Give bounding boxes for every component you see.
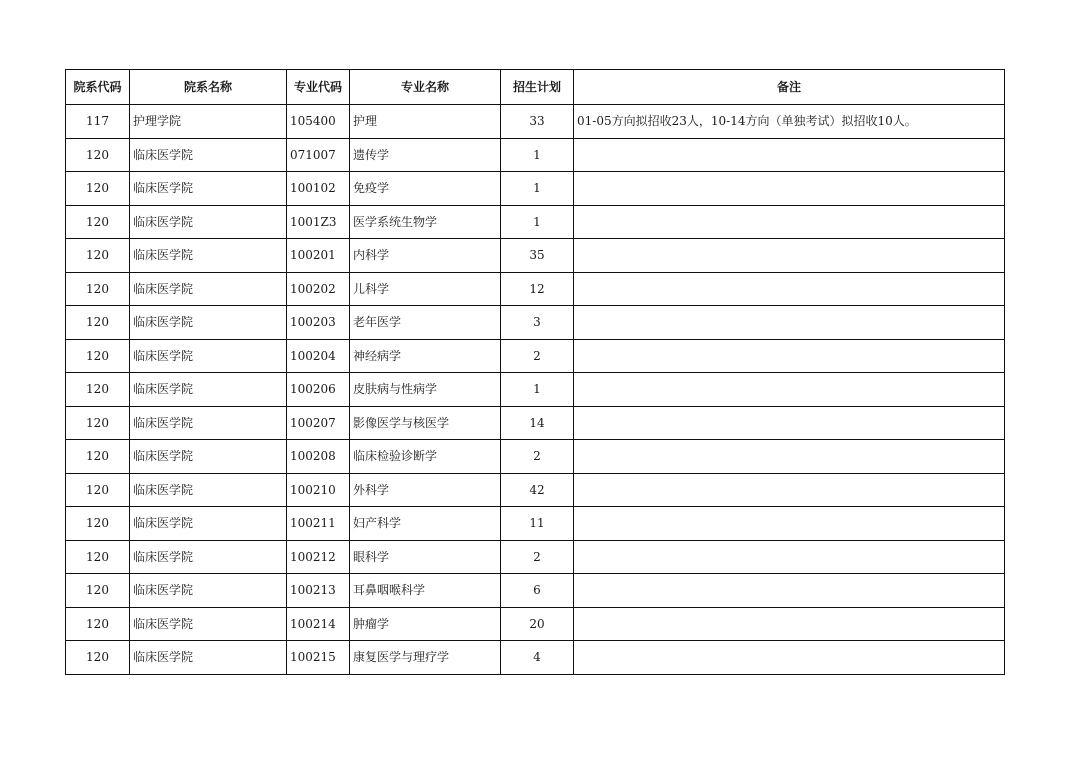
table-row <box>66 105 1005 139</box>
table-row <box>66 607 1005 641</box>
cell-major-name: 康复医学与理疗学 <box>350 641 501 675</box>
cell-dept-code: 120 <box>66 607 130 641</box>
cell-major-name: 影像医学与核医学 <box>350 406 501 440</box>
cell-dept-code: 120 <box>66 172 130 206</box>
cell-note <box>574 373 1005 407</box>
cell-plan: 11 <box>501 507 574 541</box>
header-note: 备注 <box>574 70 1005 105</box>
cell-major-code: 100213 <box>287 574 350 608</box>
table-row <box>66 507 1005 541</box>
cell-major-name: 老年医学 <box>350 306 501 340</box>
table-row <box>66 540 1005 574</box>
cell-dept-code: 120 <box>66 440 130 474</box>
cell-major-name: 神经病学 <box>350 339 501 373</box>
cell-plan: 2 <box>501 540 574 574</box>
cell-plan: 3 <box>501 306 574 340</box>
cell-dept-code: 120 <box>66 373 130 407</box>
cell-note <box>574 272 1005 306</box>
cell-major-code: 100207 <box>287 406 350 440</box>
cell-note <box>574 540 1005 574</box>
table-row <box>66 205 1005 239</box>
cell-dept-name: 临床医学院 <box>130 272 287 306</box>
cell-major-name: 眼科学 <box>350 540 501 574</box>
cell-major-name: 护理 <box>350 105 501 139</box>
cell-plan: 12 <box>501 272 574 306</box>
table-row <box>66 339 1005 373</box>
table-row <box>66 641 1005 675</box>
cell-major-code: 100203 <box>287 306 350 340</box>
cell-major-code: 100210 <box>287 473 350 507</box>
cell-dept-name: 临床医学院 <box>130 473 287 507</box>
cell-note <box>574 172 1005 206</box>
cell-dept-code: 120 <box>66 574 130 608</box>
cell-major-code: 105400 <box>287 105 350 139</box>
cell-plan: 1 <box>501 138 574 172</box>
cell-major-name: 免疫学 <box>350 172 501 206</box>
cell-dept-name: 临床医学院 <box>130 172 287 206</box>
cell-major-name: 儿科学 <box>350 272 501 306</box>
cell-major-code: 1001Z3 <box>287 205 350 239</box>
cell-plan: 35 <box>501 239 574 273</box>
cell-plan: 2 <box>501 440 574 474</box>
cell-dept-code: 120 <box>66 205 130 239</box>
enrollment-plan-sheet <box>65 69 1004 675</box>
cell-plan: 1 <box>501 373 574 407</box>
cell-major-name: 临床检验诊断学 <box>350 440 501 474</box>
cell-dept-name: 临床医学院 <box>130 540 287 574</box>
cell-dept-name: 临床医学院 <box>130 239 287 273</box>
cell-dept-name: 临床医学院 <box>130 507 287 541</box>
cell-note <box>574 507 1005 541</box>
cell-dept-code: 120 <box>66 641 130 675</box>
table-row <box>66 574 1005 608</box>
cell-note <box>574 641 1005 675</box>
cell-dept-code: 117 <box>66 105 130 139</box>
cell-major-code: 100208 <box>287 440 350 474</box>
table-row <box>66 272 1005 306</box>
cell-plan: 6 <box>501 574 574 608</box>
cell-note <box>574 473 1005 507</box>
cell-major-name: 妇产科学 <box>350 507 501 541</box>
cell-dept-name: 临床医学院 <box>130 607 287 641</box>
cell-dept-name: 临床医学院 <box>130 440 287 474</box>
cell-note <box>574 440 1005 474</box>
cell-dept-name: 临床医学院 <box>130 373 287 407</box>
table-row <box>66 172 1005 206</box>
cell-dept-code: 120 <box>66 239 130 273</box>
cell-plan: 1 <box>501 172 574 206</box>
cell-note <box>574 138 1005 172</box>
cell-dept-code: 120 <box>66 406 130 440</box>
cell-major-code: 100215 <box>287 641 350 675</box>
table-row <box>66 306 1005 340</box>
cell-dept-code: 120 <box>66 473 130 507</box>
cell-major-code: 100214 <box>287 607 350 641</box>
cell-major-code: 100204 <box>287 339 350 373</box>
cell-major-name: 外科学 <box>350 473 501 507</box>
cell-plan: 2 <box>501 339 574 373</box>
header-dept-code: 院系代码 <box>66 70 130 105</box>
cell-dept-code: 120 <box>66 540 130 574</box>
cell-note <box>574 406 1005 440</box>
cell-dept-name: 临床医学院 <box>130 306 287 340</box>
cell-dept-name: 临床医学院 <box>130 138 287 172</box>
table-row <box>66 239 1005 273</box>
cell-note <box>574 239 1005 273</box>
cell-major-name: 遗传学 <box>350 138 501 172</box>
header-major-name: 专业名称 <box>350 70 501 105</box>
cell-note: 01-05方向拟招收23人，10-14方向（单独考试）拟招收10人。 <box>574 105 1005 139</box>
cell-dept-name: 临床医学院 <box>130 406 287 440</box>
cell-note <box>574 306 1005 340</box>
cell-dept-code: 120 <box>66 507 130 541</box>
table-row <box>66 373 1005 407</box>
cell-dept-code: 120 <box>66 138 130 172</box>
cell-plan: 20 <box>501 607 574 641</box>
cell-plan: 42 <box>501 473 574 507</box>
cell-dept-name: 临床医学院 <box>130 641 287 675</box>
cell-major-code: 100202 <box>287 272 350 306</box>
cell-major-name: 皮肤病与性病学 <box>350 373 501 407</box>
enrollment-plan-table <box>65 69 1005 675</box>
header-row <box>66 70 1005 105</box>
cell-major-code: 100211 <box>287 507 350 541</box>
cell-major-code: 100201 <box>287 239 350 273</box>
cell-dept-code: 120 <box>66 306 130 340</box>
cell-dept-code: 120 <box>66 272 130 306</box>
header-major-code: 专业代码 <box>287 70 350 105</box>
cell-plan: 14 <box>501 406 574 440</box>
header-plan: 招生计划 <box>501 70 574 105</box>
cell-dept-name: 护理学院 <box>130 105 287 139</box>
cell-major-name: 医学系统生物学 <box>350 205 501 239</box>
cell-major-code: 100212 <box>287 540 350 574</box>
table-body <box>66 105 1005 675</box>
table-row <box>66 138 1005 172</box>
cell-major-name: 肿瘤学 <box>350 607 501 641</box>
cell-note <box>574 574 1005 608</box>
cell-major-name: 耳鼻咽喉科学 <box>350 574 501 608</box>
header-dept-name: 院系名称 <box>130 70 287 105</box>
cell-major-code: 100206 <box>287 373 350 407</box>
table-row <box>66 406 1005 440</box>
cell-major-name: 内科学 <box>350 239 501 273</box>
cell-dept-code: 120 <box>66 339 130 373</box>
cell-major-code: 100102 <box>287 172 350 206</box>
cell-note <box>574 607 1005 641</box>
cell-plan: 33 <box>501 105 574 139</box>
cell-dept-name: 临床医学院 <box>130 339 287 373</box>
table-row <box>66 473 1005 507</box>
cell-dept-name: 临床医学院 <box>130 574 287 608</box>
cell-note <box>574 339 1005 373</box>
cell-plan: 4 <box>501 641 574 675</box>
cell-major-code: 071007 <box>287 138 350 172</box>
cell-plan: 1 <box>501 205 574 239</box>
table-row <box>66 440 1005 474</box>
cell-note <box>574 205 1005 239</box>
cell-dept-name: 临床医学院 <box>130 205 287 239</box>
